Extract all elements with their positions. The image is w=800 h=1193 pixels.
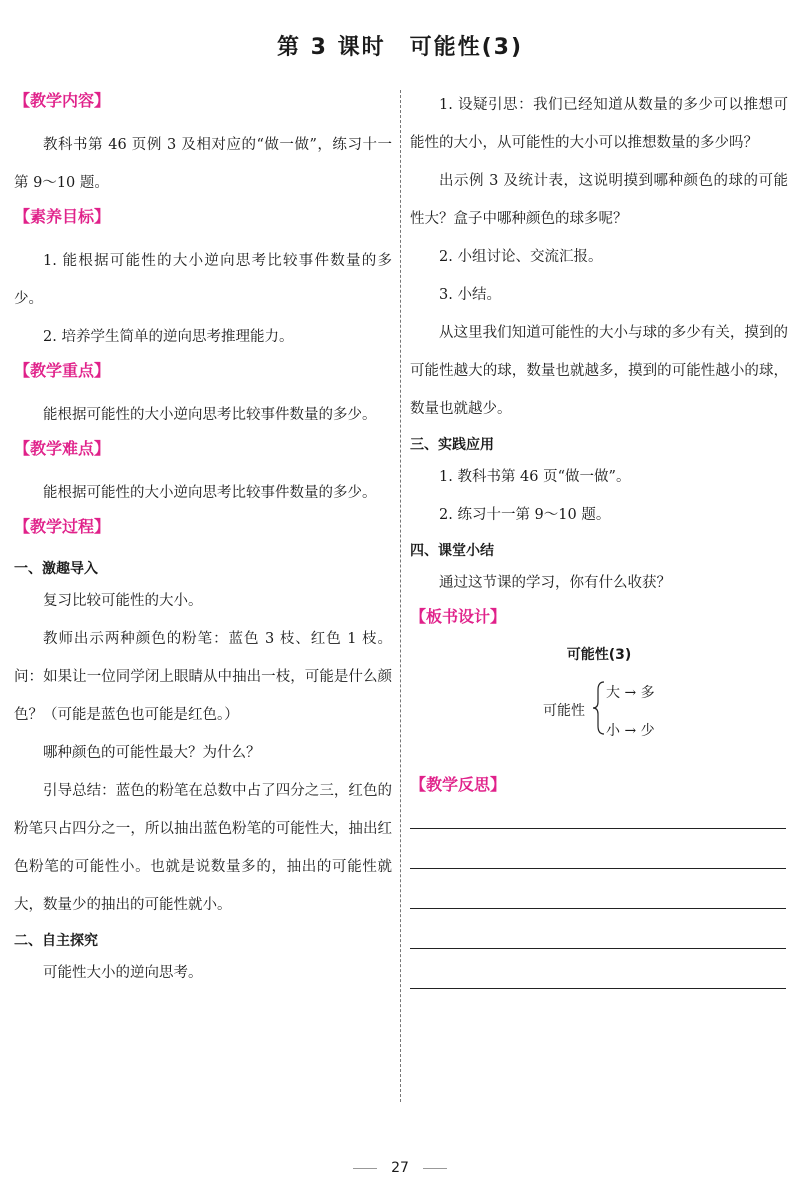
section-heading: 【教学难点】 <box>14 439 111 458</box>
brace-icon <box>592 680 606 736</box>
page-title: 第 3 课时 可能性(3) <box>276 35 524 60</box>
subsection-heading: 四、课堂小结 <box>410 543 494 559</box>
paragraph: 2. 练习十一第 9～10 题。 <box>439 507 611 523</box>
paragraph: 出示例 3 及统计表，这说明摸到哪种颜色的球的可能性大？盒子中哪种颜色的球多呢？ <box>410 173 788 227</box>
paragraph: 2. 小组讨论、交流汇报。 <box>439 249 603 265</box>
blank-line <box>410 868 786 869</box>
board-branch-top: 大 → 多 <box>606 685 655 701</box>
paragraph: 1. 教科书第 46 页“做一做”。 <box>439 469 631 485</box>
paragraph: 从这里我们知道可能性的大小与球的多少有关，摸到的可能性越大的球，数量也就越多，摸到的可能性越小的球，数量也就越少。 <box>410 325 788 417</box>
subsection-heading: 三、实践应用 <box>410 437 494 453</box>
column-divider <box>400 90 401 1102</box>
paragraph: 1. 能根据可能性的大小逆向思考比较事件数量的多少。 <box>14 253 392 307</box>
paragraph: 可能性大小的逆向思考。 <box>43 965 203 981</box>
paragraph: 哪种颜色的可能性最大？为什么？ <box>43 745 261 761</box>
section-heading: 【板书设计】 <box>410 607 507 626</box>
paragraph: 复习比较可能性的大小。 <box>43 593 203 609</box>
board-root-label: 可能性 <box>543 703 585 719</box>
paragraph: 2. 培养学生简单的逆向思考推理能力。 <box>43 329 294 345</box>
footer-dash-left <box>353 1168 377 1169</box>
blank-line <box>410 988 786 989</box>
paragraph: 3. 小结。 <box>439 287 501 303</box>
board-title: 可能性(3) <box>566 647 632 663</box>
right-text-flow <box>410 86 788 642</box>
blank-line <box>410 948 786 949</box>
paragraph: 教师出示两种颜色的粉笔：蓝色 3 枝、红色 1 枝。问：如果让一位同学闭上眼睛从中抽出一枝，可能是什么颜色？（可能是蓝色也可能是红色。） <box>14 631 392 723</box>
reflection-lines <box>410 810 788 990</box>
right-column <box>410 86 788 990</box>
paragraph: 教科书第 46 页例 3 及相对应的“做一做”，练习十一第 9～10 题。 <box>14 137 392 191</box>
board-design <box>410 642 788 770</box>
paragraph: 1. 设疑引思：我们已经知道从数量的多少可以推想可能性的大小，从可能性的大小可以推想数量的多少吗？ <box>410 97 788 151</box>
paragraph: 能根据可能性的大小逆向思考比较事件数量的多少。 <box>43 407 377 423</box>
subsection-heading: 一、激趣导入 <box>14 561 98 577</box>
subsection-heading: 二、自主探究 <box>14 933 98 949</box>
left-column <box>14 86 392 992</box>
paragraph: 引导总结：蓝色的粉笔在总数中占了四分之三，红色的粉笔只占四分之一，所以抽出蓝色粉笔的可能性大，抽出红色粉笔的可能性小。也就是说数量多的，抽出的可能性就大，数量少的抽出的可能性就小。 <box>14 783 392 913</box>
page-number <box>0 1160 800 1176</box>
page-number-text: 27 <box>391 1160 409 1176</box>
paragraph: 通过这节课的学习，你有什么收获？ <box>439 575 671 591</box>
paragraph: 能根据可能性的大小逆向思考比较事件数量的多少。 <box>43 485 377 501</box>
section-heading: 【教学内容】 <box>14 91 111 110</box>
section-heading: 【素养目标】 <box>14 207 111 226</box>
section-heading: 【教学过程】 <box>14 517 111 536</box>
board-branch-bottom: 小 → 少 <box>606 723 655 739</box>
section-heading: 【教学重点】 <box>14 361 111 380</box>
blank-line <box>410 828 786 829</box>
footer-dash-right <box>423 1168 447 1169</box>
section-heading-reflection: 【教学反思】 <box>410 775 507 794</box>
blank-line <box>410 908 786 909</box>
